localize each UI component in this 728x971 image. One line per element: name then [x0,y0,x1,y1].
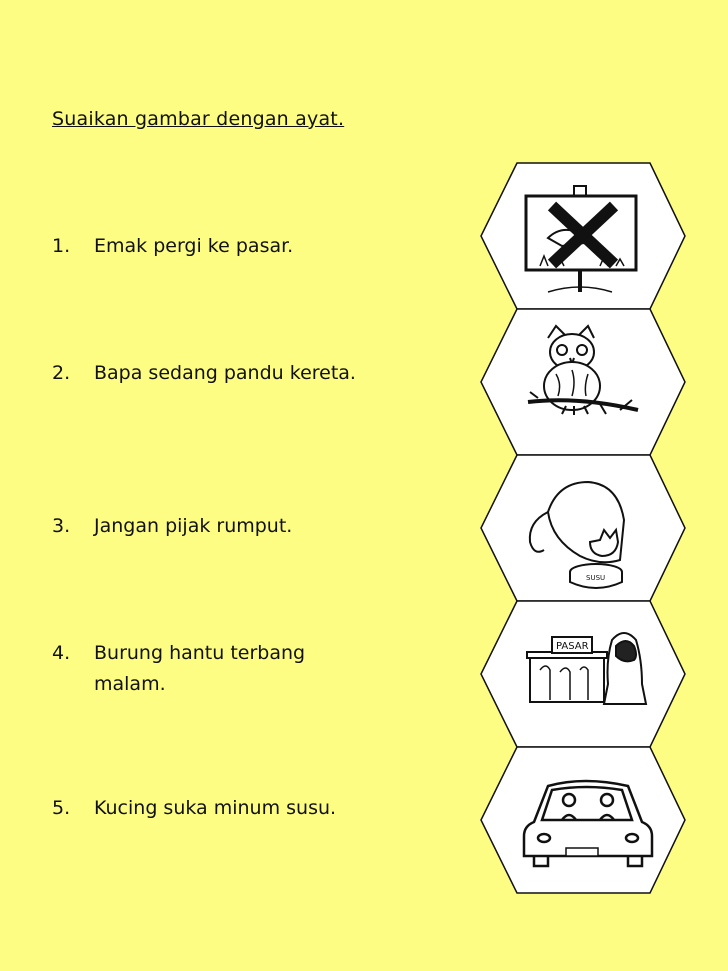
sentence-number: 4. [52,642,71,664]
sentence-number: 1. [52,235,71,257]
stall-sign-label: PASAR [556,641,589,652]
instruction-title: Suaikan gambar dengan ayat. [52,108,345,130]
sentence-number: 3. [52,515,71,537]
sentence-text: Bapa sedang pandu kereta. [94,362,356,384]
bowl-label: SUSU [586,574,606,582]
sentence-text: Burung hantu terbang malam. [94,642,306,695]
sentence-text: Emak pergi ke pasar. [94,235,294,257]
sentence-text: Jangan pijak rumput. [94,515,293,537]
sentence-number: 5. [52,797,71,819]
sentence-number: 2. [52,362,71,384]
sentence-text: Kucing suka minum susu. [94,797,337,819]
